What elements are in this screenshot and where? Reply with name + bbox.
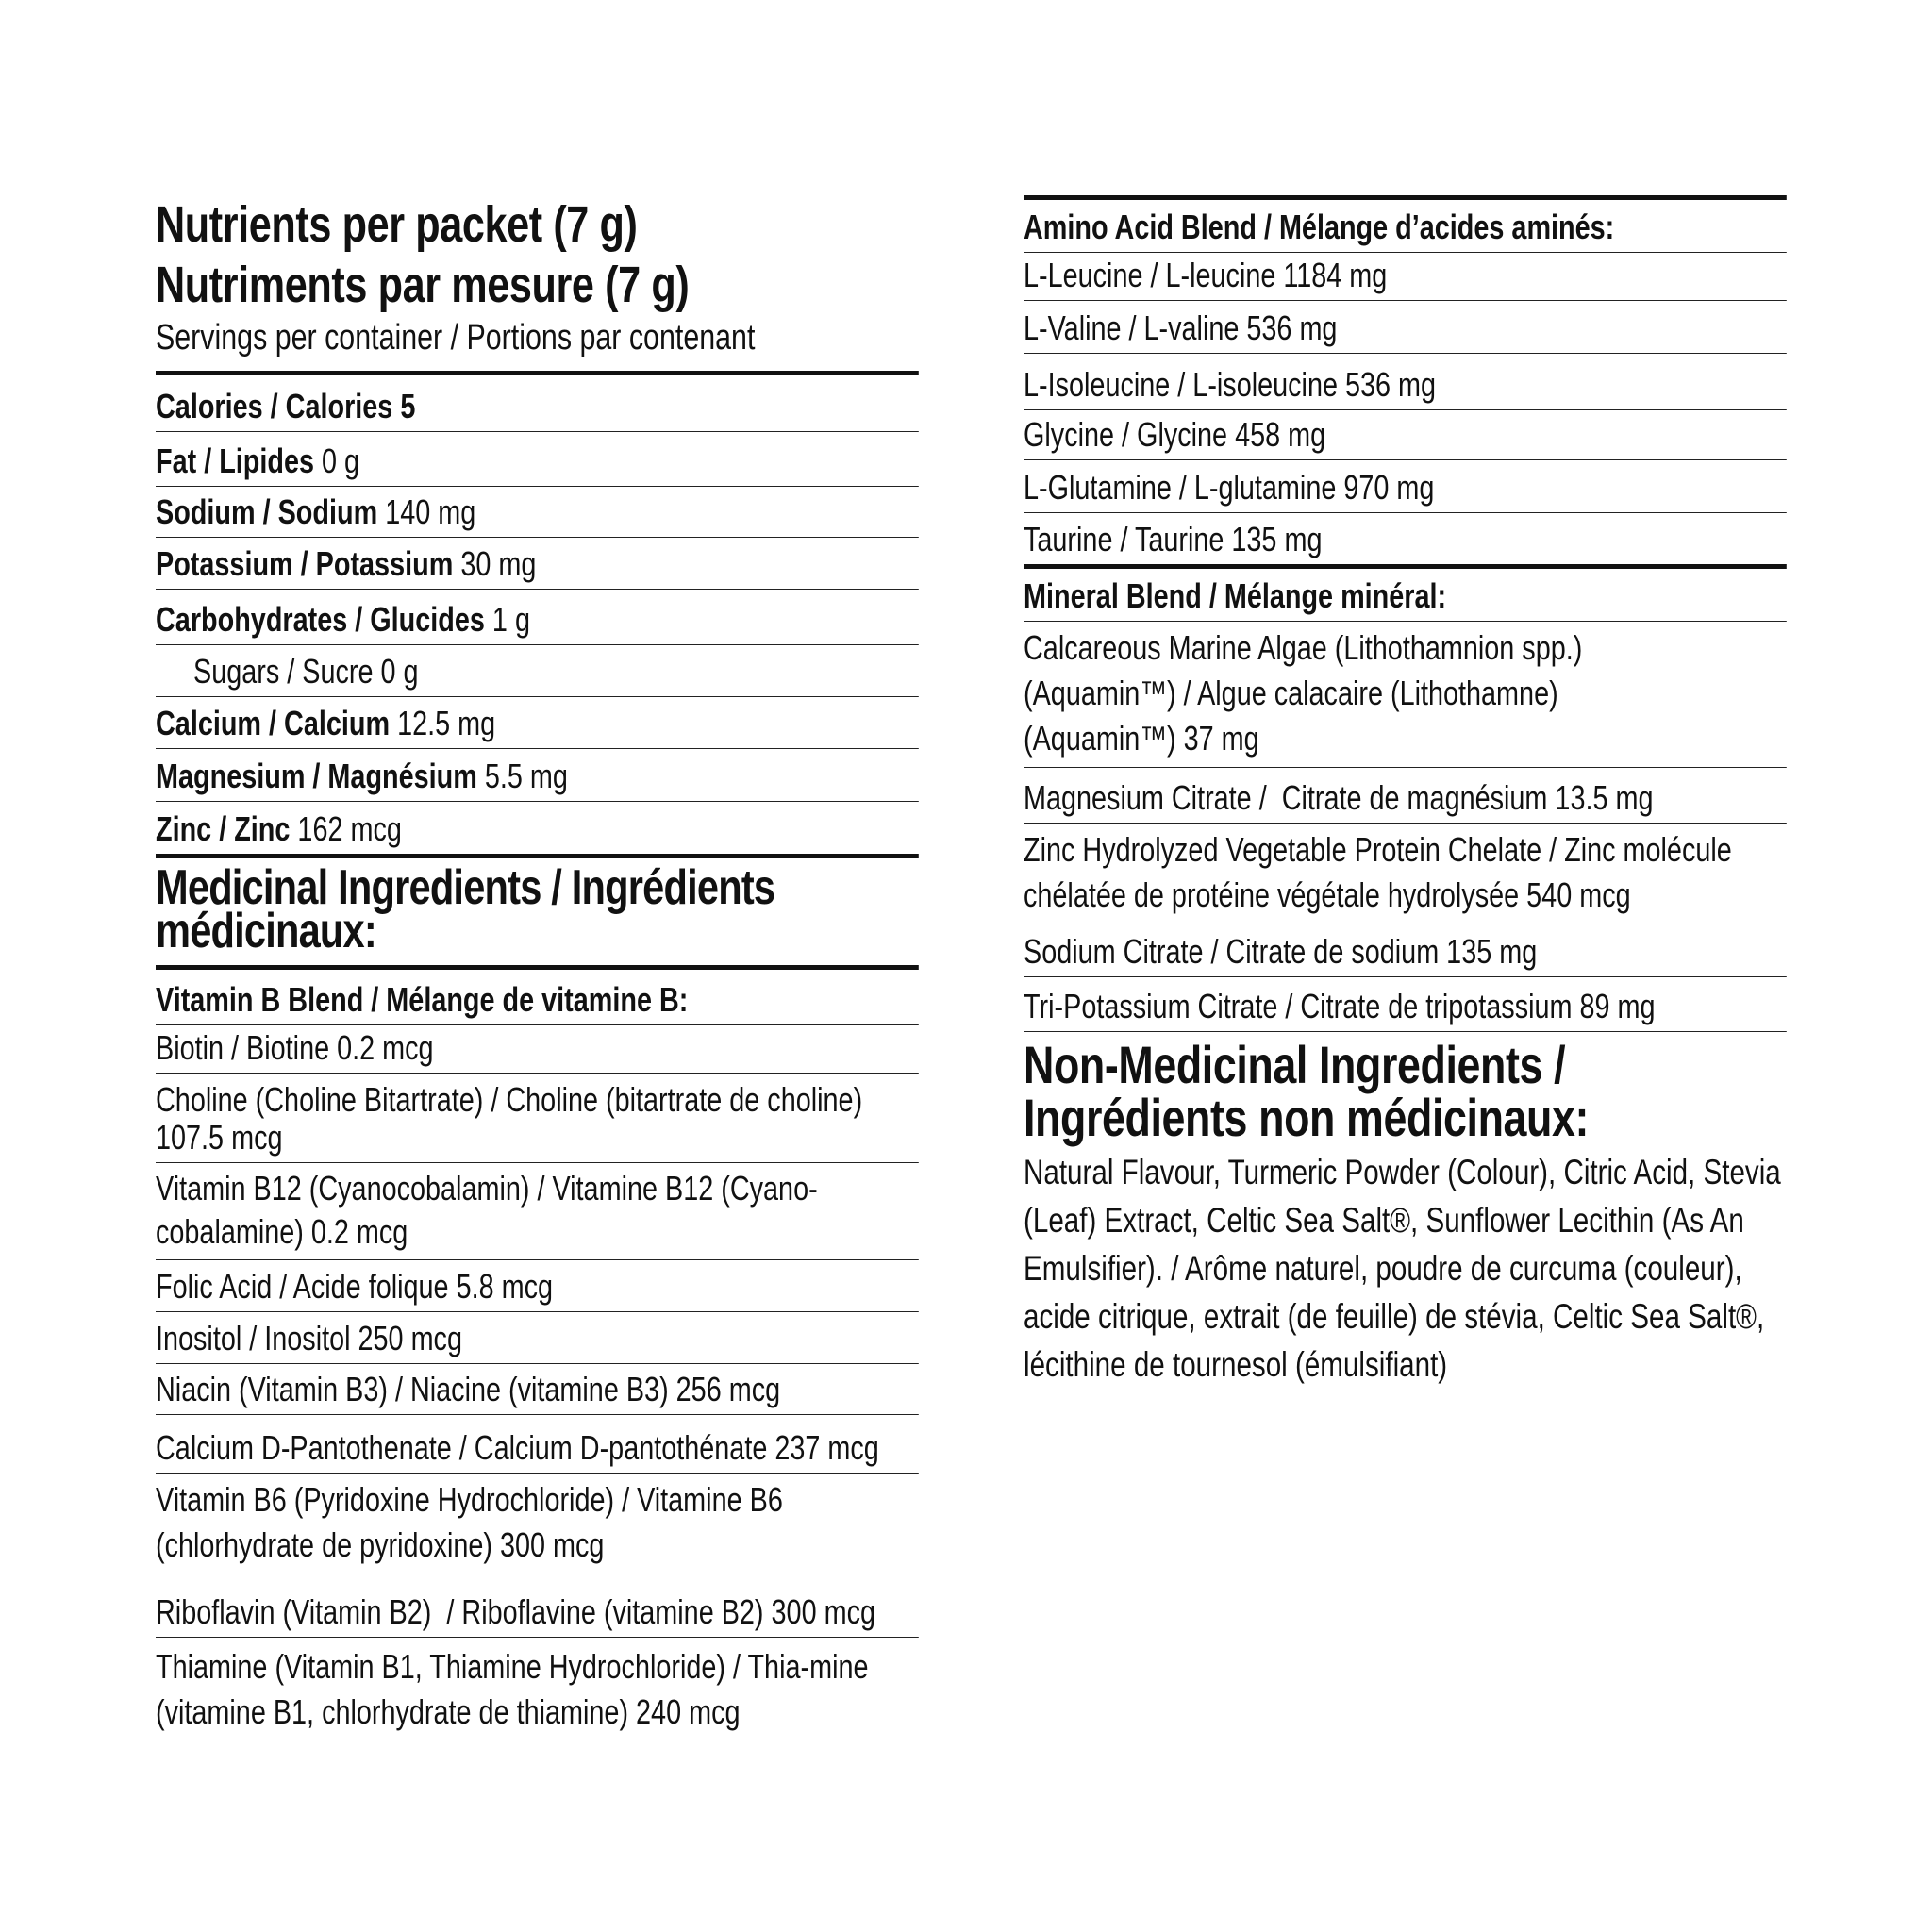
left-column	[156, 0, 919, 1735]
right-column	[1024, 0, 1787, 1389]
ingredient-text: Taurine / Taurine 135 mg	[1024, 520, 1323, 558]
non-medicinal-heading-line2: Ingrédients non médicinaux:	[1024, 1088, 1590, 1147]
ingredient-row	[156, 1415, 919, 1474]
ingredient-row	[1024, 301, 1787, 354]
amino-header	[1024, 200, 1787, 253]
ingredient-row	[1024, 253, 1787, 301]
ingredient-row	[1024, 768, 1787, 824]
nutrient-label: Calories / Calories 5	[156, 387, 416, 425]
ingredient-text: L-Valine / L-valine 536 mg	[1024, 308, 1338, 347]
nutrient-value: 0 g	[322, 441, 360, 480]
ingredient-row	[156, 1312, 919, 1364]
ingredient-text: Zinc Hydrolyzed Vegetable Protein Chelate / Zinc molécule chélatée de protéine végétale hydrolysée 540 mcg	[1024, 830, 1732, 914]
non-medicinal-text: Natural Flavour, Turmeric Powder (Colour), Citric Acid, Stevia (Leaf) Extract, Celtic Sea Salt®, Sunflower Lecithin (As An Emulsifier). / Arôme naturel, poudre de curcuma (couleur), acide citrique, extrait (de feuille) de stévia, Celtic Sea Salt®, lécithine de tournesol (émulsifiant)	[1024, 1153, 1781, 1384]
ingredient-row	[1024, 924, 1787, 977]
nutrient-row-carbohydrates	[156, 590, 919, 645]
ingredient-row	[156, 1638, 919, 1735]
nutrition-header	[156, 194, 919, 375]
ingredient-row	[156, 1025, 919, 1074]
ingredient-row	[156, 1574, 919, 1638]
nutrient-value: 162 mcg	[297, 809, 402, 848]
section-label: Mineral Blend / Mélange minéral:	[1024, 576, 1447, 615]
nutrient-value: 30 mg	[460, 544, 537, 583]
ingredient-text: Niacin (Vitamin B3) / Niacine (vitamine B3) 256 mcg	[156, 1370, 781, 1408]
nutrient-value: 5.5 mg	[484, 757, 568, 795]
nutrient-row-fat	[156, 432, 919, 487]
ingredient-text: Thiamine (Vitamin B1, Thiamine Hydrochloride) / Thia-mine (vitamine B1, chlorhydrate de thiamine) 240 mcg	[156, 1647, 869, 1731]
ingredient-row	[1024, 354, 1787, 410]
ingredient-text: Choline (Choline Bitartrate) / Choline (bitartrate de choline) 107.5 mcg	[156, 1080, 863, 1157]
nutrient-label: Carbohydrates / Glucides	[156, 600, 485, 639]
non-medicinal-heading-line1: Non-Medicinal Ingredients /	[1024, 1035, 1566, 1094]
section-label: Amino Acid Blend / Mélange d’acides aminés:	[1024, 208, 1615, 246]
ingredient-row	[1024, 622, 1787, 768]
vitamin-b-header	[156, 970, 919, 1025]
nutrient-label: Fat / Lipides	[156, 441, 315, 480]
ingredient-row	[156, 1074, 919, 1163]
ingredient-text: Magnesium Citrate / Citrate de magnésium 13.5 mg	[1024, 778, 1654, 817]
ingredient-text: Inositol / Inositol 250 mcg	[156, 1319, 462, 1357]
nutrient-row-sodium	[156, 487, 919, 538]
ingredient-row	[1024, 460, 1787, 513]
ingredient-text: L-Leucine / L-leucine 1184 mg	[1024, 256, 1388, 294]
non-medicinal-heading	[1024, 1035, 1787, 1148]
ingredient-text: Calcium D-Pantothenate / Calcium D-pantothénate 237 mcg	[156, 1428, 879, 1467]
nutrient-row-calories	[156, 375, 919, 432]
nutrient-label: Sodium / Sodium	[156, 492, 378, 531]
ingredient-row	[1024, 977, 1787, 1032]
ingredient-text: Biotin / Biotine 0.2 mcg	[156, 1028, 434, 1067]
nutrient-value: Sugars / Sucre 0 g	[193, 652, 419, 691]
ingredient-text: Tri-Potassium Citrate / Citrate de tripotassium 89 mg	[1024, 987, 1656, 1025]
nutrient-value: 140 mg	[385, 492, 476, 531]
ingredient-text: Sodium Citrate / Citrate de sodium 135 mg	[1024, 932, 1538, 971]
ingredient-row	[156, 1474, 919, 1574]
nutrient-value: 12.5 mg	[397, 704, 496, 742]
ingredient-row	[1024, 513, 1787, 569]
ingredient-row	[1024, 410, 1787, 460]
ingredient-text: Glycine / Glycine 458 mg	[1024, 415, 1326, 454]
nutrient-row-potassium	[156, 538, 919, 590]
nutrient-label: Zinc / Zinc	[156, 809, 291, 848]
ingredient-text: L-Glutamine / L-glutamine 970 mg	[1024, 468, 1435, 507]
ingredient-row	[156, 1260, 919, 1312]
ingredient-text: Riboflavin (Vitamin B2) / Riboflavine (vitamine B2) 300 mcg	[156, 1592, 875, 1631]
title-en: Nutrients per packet (7 g)	[156, 196, 638, 253]
ingredient-row	[156, 1364, 919, 1415]
section-label: Vitamin B Blend / Mélange de vitamine B:	[156, 980, 689, 1019]
ingredient-text: L-Isoleucine / L-isoleucine 536 mg	[1024, 365, 1437, 404]
medicinal-heading-line2: médicinaux:	[156, 904, 376, 958]
nutrient-value: 1 g	[491, 600, 530, 639]
servings-text: Servings per container / Portions par contenant	[156, 318, 756, 358]
ingredient-text: Calcareous Marine Algae (Lithothamnion spp.) (Aquamin™) / Algue calacaire (Lithothamne) (Aquamin™) 37 mg	[1024, 628, 1583, 758]
nutrient-row-calcium	[156, 697, 919, 749]
nutrient-row-zinc	[156, 802, 919, 858]
ingredient-row	[1024, 824, 1787, 924]
ingredient-text: Vitamin B6 (Pyridoxine Hydrochloride) / Vitamine B6 (chlorhydrate de pyridoxine) 300 mcg	[156, 1480, 783, 1564]
ingredient-text: Folic Acid / Acide folique 5.8 mcg	[156, 1267, 554, 1306]
ingredient-text: Vitamin B12 (Cyanocobalamin) / Vitamine B12 (Cyano-cobalamine) 0.2 mcg	[156, 1169, 818, 1251]
nutrient-label: Potassium / Potassium	[156, 544, 454, 583]
title-fr: Nutriments par mesure (7 g)	[156, 257, 690, 313]
mineral-header	[1024, 569, 1787, 622]
nutrient-row-magnesium	[156, 749, 919, 802]
nutrient-label: Magnesium / Magnésium	[156, 757, 477, 795]
nutrient-label: Calcium / Calcium	[156, 704, 391, 742]
ingredient-row	[156, 1163, 919, 1260]
medicinal-heading	[156, 860, 919, 970]
nutrient-row-sugars	[156, 645, 919, 697]
medicinal-heading-line1: Medicinal Ingredients / Ingrédients	[156, 860, 775, 915]
